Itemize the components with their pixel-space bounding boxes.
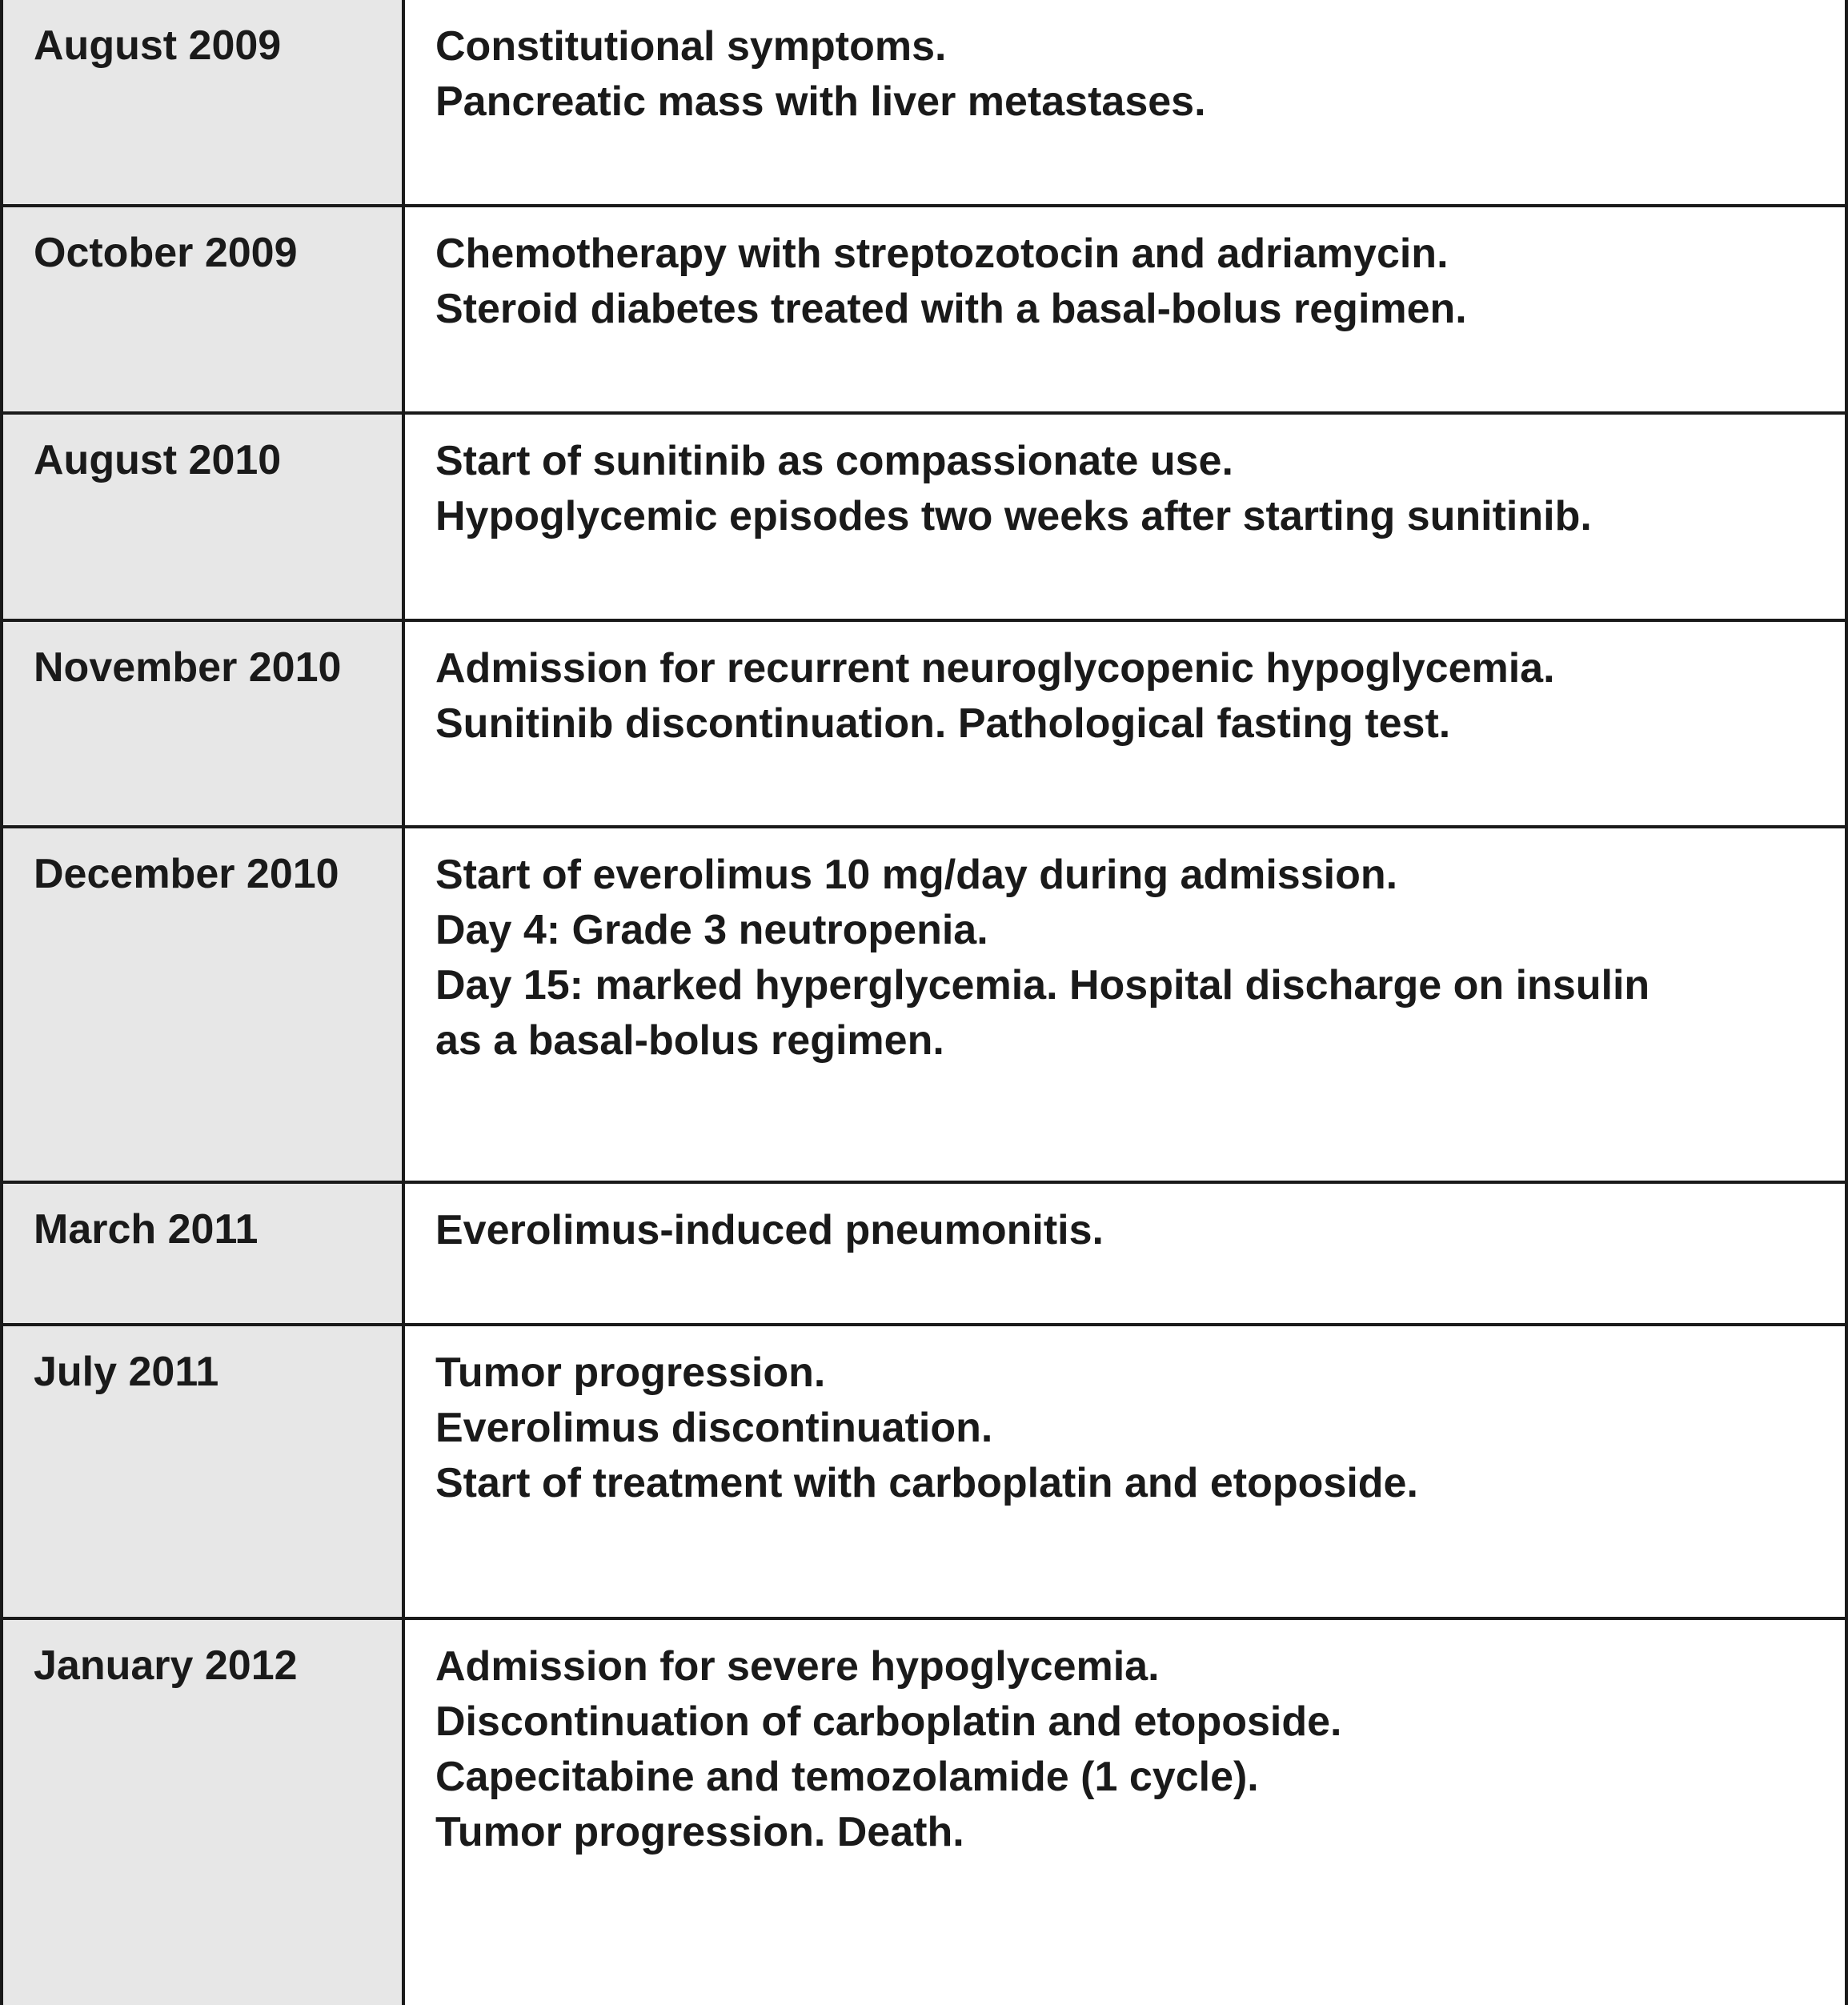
- event-line: Pancreatic mass with liver metastases.: [435, 78, 1206, 125]
- events-cell: [405, 207, 1845, 415]
- date-cell: January 2012: [3, 1620, 405, 2005]
- date-cell: August 2010: [3, 415, 405, 622]
- event-line: Day 15: marked hyperglycemia. Hospital discharge on insulin: [435, 962, 1650, 1009]
- event-line: Start of everolimus 10 mg/day during admission.: [435, 852, 1398, 898]
- event-line: Admission for recurrent neuroglycopenic hypoglycemia.: [435, 645, 1555, 692]
- date-cell: November 2010: [3, 622, 405, 828]
- event-line: Day 4: Grade 3 neutropenia.: [435, 907, 988, 953]
- event-line: Everolimus discontinuation.: [435, 1405, 993, 1451]
- event-line: Discontinuation of carboplatin and etoposide.: [435, 1698, 1342, 1745]
- events-cell: [405, 1326, 1845, 1620]
- event-line: Constitutional symptoms.: [435, 23, 947, 70]
- event-line: Chemotherapy with streptozotocin and adriamycin.: [435, 231, 1449, 277]
- events-cell: [405, 1184, 1845, 1326]
- event-line: Everolimus-induced pneumonitis.: [435, 1207, 1104, 1253]
- date-cell: October 2009: [3, 207, 405, 415]
- event-line: Tumor progression. Death.: [435, 1809, 964, 1855]
- event-line: Sunitinib discontinuation. Pathological fasting test.: [435, 700, 1451, 747]
- event-line: Admission for severe hypoglycemia.: [435, 1643, 1160, 1690]
- event-line: Start of sunitinib as compassionate use.: [435, 438, 1233, 484]
- events-cell: [405, 828, 1845, 1184]
- events-cell: [405, 0, 1845, 207]
- event-line: Start of treatment with carboplatin and etoposide.: [435, 1460, 1418, 1506]
- event-line: Tumor progression.: [435, 1349, 826, 1396]
- events-cell: [405, 1620, 1845, 2005]
- event-line: as a basal-bolus regimen.: [435, 1017, 944, 1064]
- date-cell: July 2011: [3, 1326, 405, 1620]
- events-cell: [405, 415, 1845, 622]
- date-cell: August 2009: [3, 0, 405, 207]
- event-line: Steroid diabetes treated with a basal-bolus regimen.: [435, 286, 1467, 332]
- events-cell: [405, 622, 1845, 828]
- date-cell: December 2010: [3, 828, 405, 1184]
- event-line: Capecitabine and temozolamide (1 cycle).: [435, 1754, 1259, 1800]
- date-cell: March 2011: [3, 1184, 405, 1326]
- event-line: Hypoglycemic episodes two weeks after starting sunitinib.: [435, 493, 1592, 539]
